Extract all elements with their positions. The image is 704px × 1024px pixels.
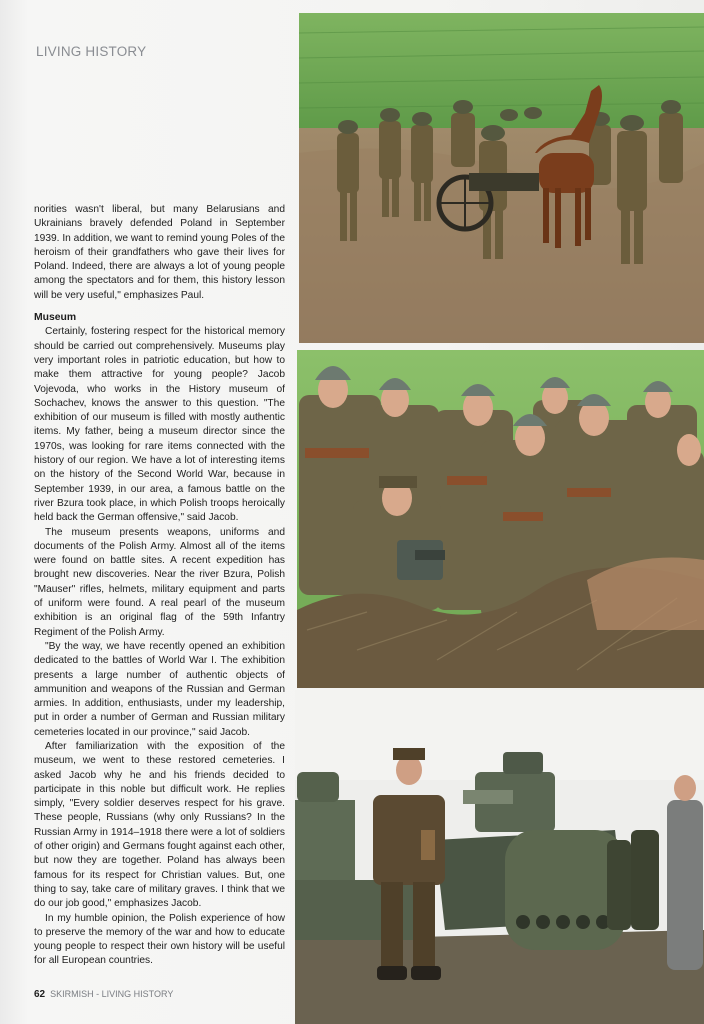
photo-marching-column	[299, 13, 704, 343]
article-subheading: Museum	[34, 312, 77, 324]
page-number: 62	[34, 989, 46, 1000]
article-paragraph: Certainly, fostering respect for the historical memory should be carried out comprehensively. Museums play very important roles in patriotic education, but how to make them attractive for young people? Jacob Vojevoda, who works in the History museum of Sochachev, knows the answer to this question. "The exhibition of our museum is filled with mostly authentic items. My father, being a museum director since the 1970s, was looking for rare items connected with the history of our region. We have a lot of interesting items on the history of the Second World War, because in September 1939, in our area, a famous battle on the river Bzura took place, in which Polish troops heroically held back the German offensive," said Jacob.	[34, 326, 285, 524]
article-body	[34, 203, 285, 969]
article-paragraph: "By the way, we have recently opened an exhibition dedicated to the battles of World War I. The exhibition presents a large number of authentic objects of ammunition and weapons of the Russian and German armies. In addition, enthusiasts, under my leadership, put in order a number of German and Russian military cemeteries located in our province," said Jacob.	[34, 640, 285, 738]
photo-soldiers-machine-gun	[297, 350, 704, 688]
section-header: LIVING HISTORY	[36, 44, 147, 59]
article-paragraph: norities wasn't liberal, but many Belarusians and Ukrainians bravely defended Poland in September 1939. In addition, we want to remind young Poles of the heroism of their grandfathers who gave their lives for Poland. Indeed, there are always a lot of young people among the spectators and for them, this history lesson will be very useful," emphasizes Paul.	[34, 204, 285, 301]
article-paragraph: The museum presents weapons, uniforms and documents of the Polish Army. Almost all of the items were found on battle sites. A recent expedition has brought new discoveries. Near the river Bzura, Polish "Mauser" rifles, helmets, military equipment and parts of uniform were found. A real pearl of the museum exhibition is an original flag of the 59th Infantry Regiment of the Polish Army.	[34, 526, 285, 638]
publication-name: SKIRMISH - LIVING HISTORY	[50, 989, 174, 999]
photo-officer-and-tanks	[295, 690, 704, 1024]
article-paragraph: In my humble opinion, the Polish experience of how to preserve the memory of the war and how to educate young people to respect their own history will be useful for all European countries.	[34, 912, 285, 967]
article-paragraph: After familiarization with the exposition of the museum, we went to these restored cemeteries. I asked Jacob why he and his friends decided to participate in this noble but difficult work. He replies simply, "Every soldier deserves respect for his grave. These people, Russians (why only Russians? In the Russian Army in 1914–1918 there were a lot of soldiers of other origin) and Germans fought against each other, but now they are together. Poland has always been famous for its respect for Christian values. But, one thing to say, take care of military graves. I think that we do our job good," emphasizes Jacob.	[34, 740, 285, 910]
page-footer	[34, 989, 173, 1000]
